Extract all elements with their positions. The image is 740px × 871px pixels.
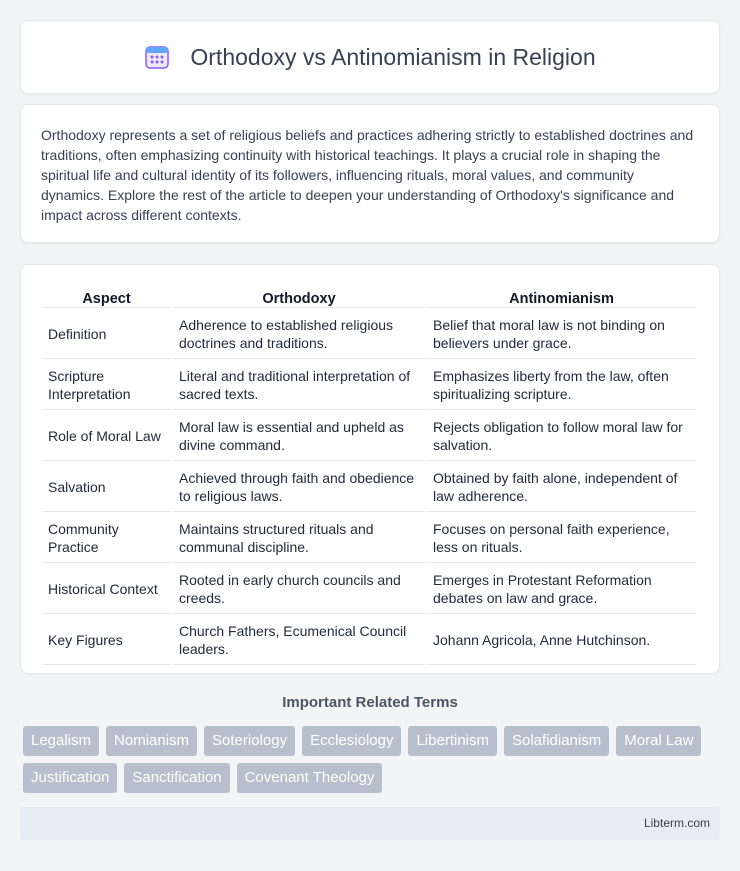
- row-antinomianism: Emphasizes liberty from the law, often spiritualizing scripture.: [427, 361, 696, 410]
- comparison-card: [20, 264, 720, 674]
- table-row: [42, 361, 696, 410]
- row-orthodoxy: Moral law is essential and upheld as divine command.: [173, 412, 425, 461]
- table-row: [42, 616, 696, 665]
- tag-moral-law[interactable]: Moral Law: [616, 726, 701, 756]
- row-aspect: Definition: [42, 310, 171, 359]
- footer: [20, 807, 720, 840]
- comparison-table: [40, 285, 698, 667]
- row-orthodoxy: Adherence to established religious doctrines and traditions.: [173, 310, 425, 359]
- tag-justification[interactable]: Justification: [23, 763, 117, 793]
- row-antinomianism: Emerges in Protestant Reformation debates on law and grace.: [427, 565, 696, 614]
- table-row: [42, 565, 696, 614]
- table-row: [42, 412, 696, 461]
- row-antinomianism: Rejects obligation to follow moral law for salvation.: [427, 412, 696, 461]
- row-aspect: Community Practice: [42, 514, 171, 563]
- row-orthodoxy: Literal and traditional interpretation of sacred texts.: [173, 361, 425, 410]
- tag-nomianism[interactable]: Nomianism: [106, 726, 197, 756]
- tag-sanctification[interactable]: Sanctification: [124, 763, 229, 793]
- page-title: Orthodoxy vs Antinomianism in Religion: [190, 43, 596, 70]
- tag-solafidianism[interactable]: Solafidianism: [504, 726, 609, 756]
- tag-legalism[interactable]: Legalism: [23, 726, 99, 756]
- intro-card: [20, 104, 720, 243]
- footer-site-link[interactable]: Libterm.com: [643, 816, 710, 830]
- table-row: [42, 514, 696, 563]
- row-aspect: Salvation: [42, 463, 171, 512]
- related-terms-list: [23, 726, 723, 800]
- row-antinomianism: Johann Agricola, Anne Hutchinson.: [427, 616, 696, 665]
- row-aspect: Key Figures: [42, 616, 171, 665]
- tag-soteriology[interactable]: Soteriology: [204, 726, 295, 756]
- row-orthodoxy: Rooted in early church councils and creeds.: [173, 565, 425, 614]
- row-aspect: Historical Context: [42, 565, 171, 614]
- table-row: [42, 310, 696, 359]
- row-orthodoxy: Achieved through faith and obedience to religious laws.: [173, 463, 425, 512]
- row-orthodoxy: Church Fathers, Ecumenical Council leaders.: [173, 616, 425, 665]
- tag-covenant-theology[interactable]: Covenant Theology: [237, 763, 383, 793]
- row-aspect: Role of Moral Law: [42, 412, 171, 461]
- header-orthodoxy: Orthodoxy: [173, 287, 425, 308]
- related-terms-title: Important Related Terms: [282, 694, 458, 711]
- row-antinomianism: Belief that moral law is not binding on believers under grace.: [427, 310, 696, 359]
- table-row: [42, 463, 696, 512]
- row-antinomianism: Obtained by faith alone, independent of law adherence.: [427, 463, 696, 512]
- row-aspect: Scripture Interpretation: [42, 361, 171, 410]
- header-aspect: Aspect: [42, 287, 171, 308]
- table-header-row: [42, 287, 696, 308]
- tag-ecclesiology[interactable]: Ecclesiology: [302, 726, 401, 756]
- row-antinomianism: Focuses on personal faith experience, less on rituals.: [427, 514, 696, 563]
- calendar-icon: [144, 44, 170, 70]
- header-antinomianism: Antinomianism: [427, 287, 696, 308]
- row-orthodoxy: Maintains structured rituals and communal discipline.: [173, 514, 425, 563]
- title-card: [20, 20, 720, 94]
- intro-paragraph: Orthodoxy represents a set of religious beliefs and practices adhering strictly to established doctrines and traditions, often emphasizing continuity with historical teachings. It plays a crucial role in shaping the spiritual life and cultural identity of its followers, influencing rituals, moral values, and community dynamics. Explore the rest of the article to deepen your understanding of Orthodoxy's significance and impact across different contexts.: [41, 127, 694, 223]
- tag-libertinism[interactable]: Libertinism: [408, 726, 497, 756]
